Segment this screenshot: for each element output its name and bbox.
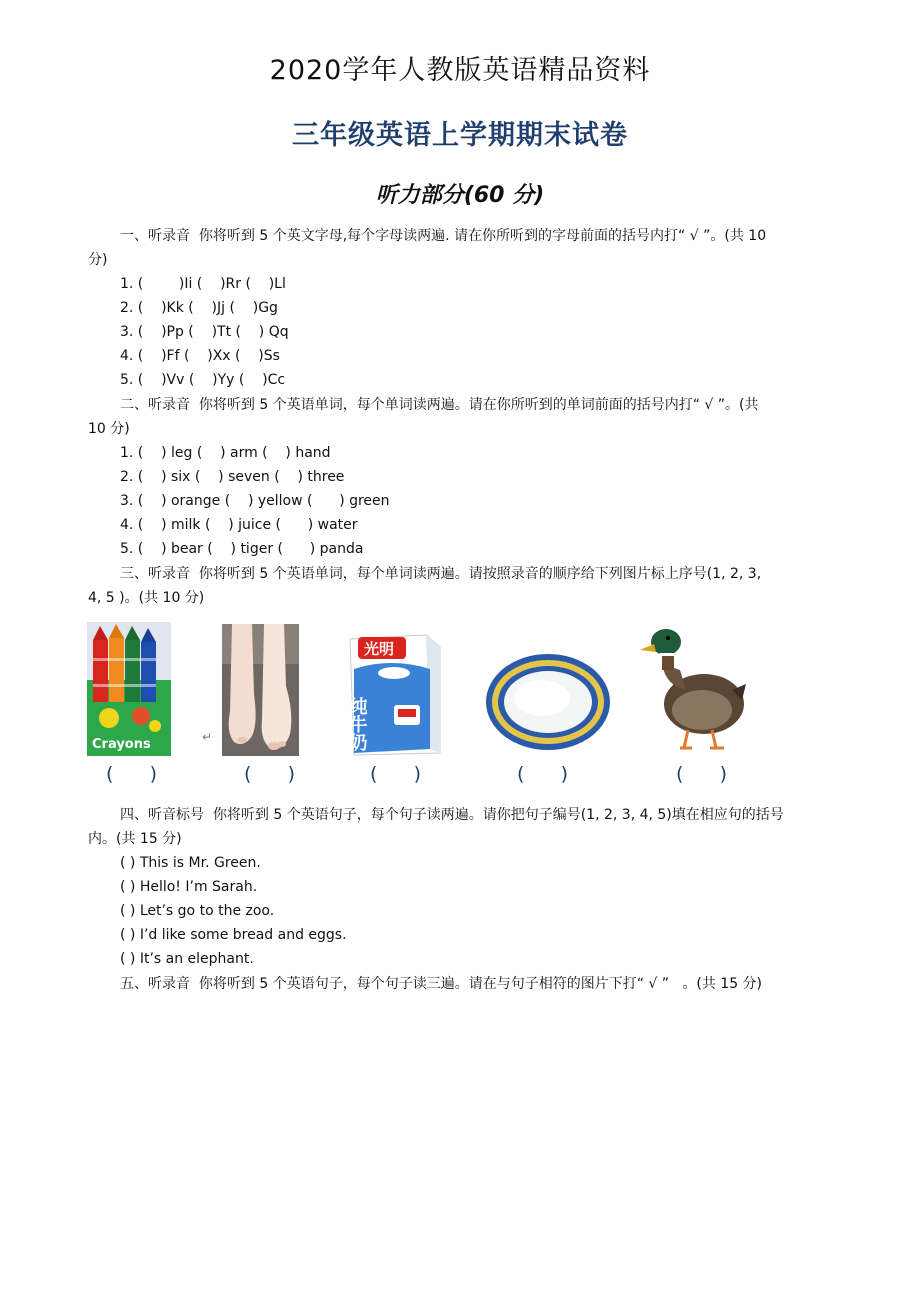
document-header: 2020学年人教版英语精品资料 [269, 55, 651, 86]
part5-instruction: 五、听录音 你将听到 5 个英语句子，每个句子读三遍。请在与句子相符的图片下打“ √ ” 。(共 15 分) [120, 976, 763, 992]
part2-item: 2. ( ) six ( ) seven ( ) three [120, 469, 345, 485]
plate-picture [484, 652, 612, 752]
part2-item: 4. ( ) milk ( ) juice ( ) water [120, 517, 358, 533]
answer-paren[interactable]: ( ) [370, 763, 422, 785]
milk-brand-label: 光明 [364, 640, 395, 658]
part1-item: 4. ( )Ff ( )Xx ( )Ss [120, 348, 280, 364]
part4-item: ( ) This is Mr. Green. [120, 855, 261, 871]
answer-paren[interactable]: ( ) [106, 763, 158, 785]
part1-item: 2. ( )Kk ( )Jj ( )Gg [120, 300, 278, 316]
part4-item: ( ) Hello! I’m Sarah. [120, 879, 258, 895]
part2-instruction: 二、听录音 你将听到 5 个英语单词，每个单词读两遍。请在你所听到的单词前面的括号内打“ √ ”。(共 [120, 397, 759, 413]
part2-item: 3. ( ) orange ( ) yellow ( ) green [120, 493, 390, 509]
milk-product-label: 纯牛奶 [346, 697, 368, 751]
part3-instruction: 三、听录音 你将听到 5 个英语单词，每个单词读两遍。请按照录音的顺序给下列图片标上序号(1, 2, 3, [120, 566, 762, 582]
part4-item: ( ) Let’s go to the zoo. [120, 903, 275, 919]
part1-item: 5. ( )Vv ( )Yy ( )Cc [120, 372, 286, 388]
answer-paren[interactable]: ( ) [244, 763, 296, 785]
exam-title: 三年级英语上学期期末试卷 [292, 120, 628, 151]
part1-item: 3. ( )Pp ( )Tt ( ) Qq [120, 324, 289, 340]
part2-item: 1. ( ) leg ( ) arm ( ) hand [120, 445, 331, 461]
part4-instruction: 四、听音标号 你将听到 5 个英语句子，每个句子读两遍。请你把句子编号(1, 2, 3, 4, 5)填在相应句的括号 [120, 807, 784, 823]
part4-instruction-cont: 内。(共 15 分) [88, 831, 182, 847]
answer-paren[interactable]: ( ) [676, 763, 728, 785]
part3-instruction-cont: 4, 5 )。(共 10 分) [88, 590, 205, 606]
answer-paren[interactable]: ( ) [517, 763, 569, 785]
part1-instruction: 一、听录音 你将听到 5 个英文字母,每个字母读两遍. 请在你所听到的字母前面的括号内打“ √ ”。(共 10 [120, 228, 767, 244]
listening-section-heading: 听力部分(60 分) [375, 183, 545, 208]
part1-item: 1. ( )Ii ( )Rr ( )Ll [120, 276, 286, 292]
paragraph-return-mark: ↵ [202, 730, 213, 744]
part2-instruction-cont: 10 分) [88, 421, 130, 437]
crayons-picture [87, 622, 171, 756]
part2-item: 5. ( ) bear ( ) tiger ( ) panda [120, 541, 364, 557]
part1-instruction-cont: 分) [88, 252, 108, 268]
milk-carton-picture [344, 625, 442, 757]
part4-item: ( ) It’s an elephant. [120, 951, 254, 967]
feet-picture [222, 624, 299, 756]
part4-item: ( ) I’d like some bread and eggs. [120, 927, 347, 943]
duck-picture [636, 620, 748, 754]
crayons-label: Crayons [92, 737, 151, 752]
